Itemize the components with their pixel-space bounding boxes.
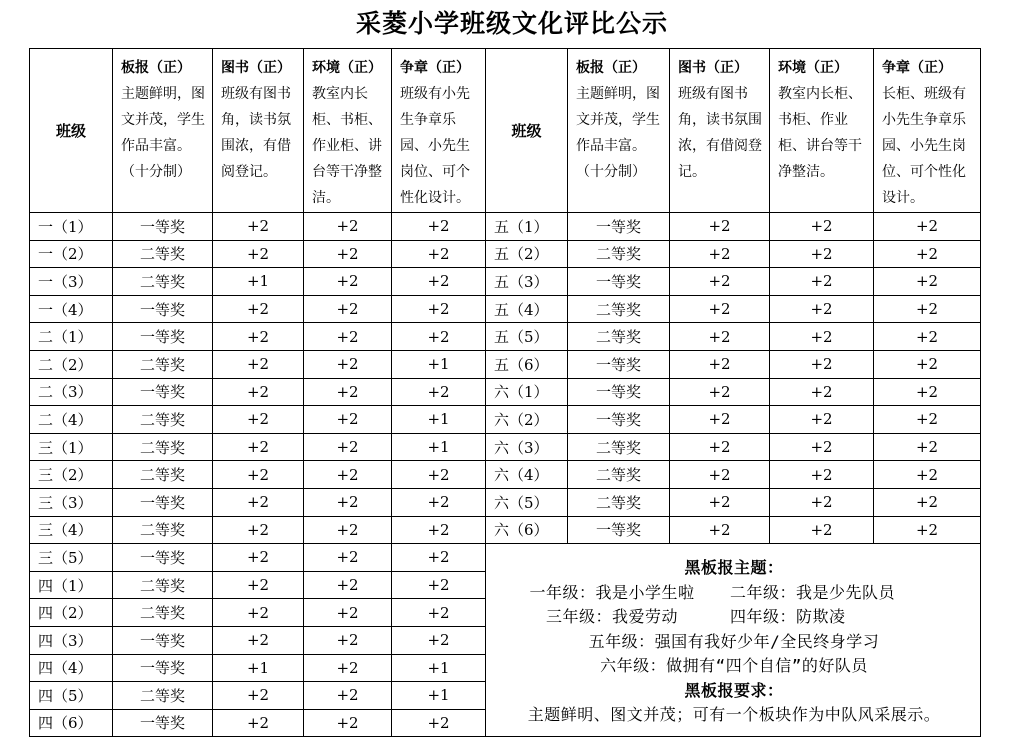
board-award-cell: 二等奖 (113, 461, 213, 489)
board-award-cell: 二等奖 (568, 433, 670, 461)
class-name-cell: 六（2） (486, 406, 568, 434)
class-name-cell: 五（3） (486, 268, 568, 296)
class-name-cell: 四（6） (30, 709, 113, 737)
class-name-cell: 一（4） (30, 295, 113, 323)
criteria-description: 班级有小先生争章乐园、小先生岗位、可个性化设计。 (400, 86, 470, 206)
class-header-label: 班级 (511, 122, 542, 140)
environment-score-cell: +2 (770, 268, 874, 296)
book-score-cell: +2 (670, 295, 770, 323)
badge-score-cell: +2 (392, 599, 486, 627)
book-score-cell: +1 (213, 654, 304, 682)
environment-score-cell: +2 (770, 406, 874, 434)
badge-score-cell: +2 (392, 323, 486, 351)
class-name-cell: 五（5） (486, 323, 568, 351)
criteria-header (213, 49, 303, 185)
book-score-cell: +2 (670, 240, 770, 268)
environment-score-cell: +2 (304, 571, 392, 599)
book-score-cell: +2 (213, 682, 304, 710)
environment-score-cell: +2 (770, 433, 874, 461)
environment-score-cell: +2 (770, 488, 874, 516)
environment-score-cell: +2 (770, 350, 874, 378)
badge-score-cell: +2 (392, 461, 486, 489)
criteria-description: 班级有图书角，读书氛围浓，有借阅登记。 (221, 86, 291, 180)
class-name-cell: 四（4） (30, 654, 113, 682)
book-score-cell: +2 (213, 461, 304, 489)
criteria-header-cell (670, 49, 770, 213)
grade-4-theme: 四年级：防欺凌 (730, 607, 846, 627)
badge-score-cell: +2 (392, 516, 486, 544)
board-award-cell: 二等奖 (113, 599, 213, 627)
book-score-cell: +2 (213, 516, 304, 544)
badge-score-cell: +2 (874, 323, 981, 351)
board-award-cell: 一等奖 (113, 488, 213, 516)
class-name-cell: 四（3） (30, 626, 113, 654)
environment-score-cell: +2 (304, 488, 392, 516)
grade-2-theme: 二年级：我是少先队员 (730, 582, 896, 602)
criteria-title: 板报（正） (121, 60, 191, 76)
requirement-text: 主题鲜明、图文并茂；可有一个板块作为中队风采展示。 (527, 705, 941, 725)
table-row (30, 350, 981, 378)
table-row (30, 461, 981, 489)
board-award-cell: 二等奖 (113, 240, 213, 268)
criteria-header (568, 49, 669, 185)
book-score-cell: +2 (670, 323, 770, 351)
board-award-cell: 一等奖 (568, 213, 670, 241)
badge-score-cell: +2 (392, 626, 486, 654)
grade-3-theme: 三年级：我爱劳动 (545, 607, 678, 627)
table-row (30, 378, 981, 406)
criteria-header-cell (213, 49, 304, 213)
criteria-header-cell (770, 49, 874, 213)
criteria-header (392, 49, 485, 211)
criteria-description: 长柜、班级有小先生争章乐园、小先生岗位、可个性化设计。 (882, 86, 966, 206)
class-name-cell: 四（2） (30, 599, 113, 627)
criteria-header-cell (568, 49, 670, 213)
badge-score-cell: +2 (392, 488, 486, 516)
book-score-cell: +2 (213, 709, 304, 737)
class-name-cell: 五（6） (486, 350, 568, 378)
badge-score-cell: +1 (392, 682, 486, 710)
environment-score-cell: +2 (770, 213, 874, 241)
badge-score-cell: +2 (874, 213, 981, 241)
class-name-cell: 一（2） (30, 240, 113, 268)
class-name-cell: 一（3） (30, 268, 113, 296)
table-row (30, 268, 981, 296)
class-name-cell: 三（4） (30, 516, 113, 544)
board-award-cell: 二等奖 (113, 350, 213, 378)
environment-score-cell: +2 (770, 295, 874, 323)
book-score-cell: +2 (213, 240, 304, 268)
criteria-description: 教室内长柜、书柜、作业柜、讲台等干净整洁。 (778, 86, 862, 180)
badge-score-cell: +2 (874, 516, 981, 544)
board-award-cell: 二等奖 (568, 295, 670, 323)
badge-score-cell: +2 (874, 433, 981, 461)
book-score-cell: +2 (213, 544, 304, 572)
evaluation-table (29, 48, 981, 737)
book-score-cell: +2 (213, 323, 304, 351)
class-name-cell: 三（5） (30, 544, 113, 572)
board-award-cell: 一等奖 (113, 544, 213, 572)
criteria-header (770, 49, 873, 185)
environment-score-cell: +2 (304, 544, 392, 572)
criteria-header (874, 49, 980, 211)
board-award-cell: 二等奖 (113, 406, 213, 434)
requirement-heading: 黑板报要求： (684, 680, 784, 700)
table-row (30, 240, 981, 268)
class-name-cell: 二（3） (30, 378, 113, 406)
class-name-cell: 三（3） (30, 488, 113, 516)
board-award-cell: 一等奖 (113, 654, 213, 682)
board-award-cell: 一等奖 (113, 626, 213, 654)
grade-line (494, 581, 974, 606)
board-award-cell: 一等奖 (568, 378, 670, 406)
environment-score-cell: +2 (770, 461, 874, 489)
environment-score-cell: +2 (304, 350, 392, 378)
class-name-cell: 二（4） (30, 406, 113, 434)
environment-score-cell: +2 (304, 433, 392, 461)
book-score-cell: +2 (670, 488, 770, 516)
board-award-cell: 一等奖 (113, 709, 213, 737)
environment-score-cell: +2 (304, 626, 392, 654)
criteria-header-cell (113, 49, 213, 213)
board-award-cell: 一等奖 (113, 378, 213, 406)
criteria-title: 板报（正） (576, 60, 646, 76)
badge-score-cell: +2 (874, 295, 981, 323)
environment-score-cell: +2 (304, 709, 392, 737)
class-name-cell: 二（1） (30, 323, 113, 351)
criteria-header (113, 49, 212, 185)
book-score-cell: +2 (213, 378, 304, 406)
class-name-cell: 五（2） (486, 240, 568, 268)
book-score-cell: +2 (213, 350, 304, 378)
board-award-cell: 一等奖 (113, 213, 213, 241)
book-score-cell: +2 (670, 406, 770, 434)
criteria-title: 争章（正） (400, 60, 470, 76)
table-row (30, 544, 981, 572)
badge-score-cell: +2 (874, 240, 981, 268)
class-name-cell: 一（1） (30, 213, 113, 241)
book-score-cell: +2 (213, 626, 304, 654)
book-score-cell: +2 (670, 268, 770, 296)
environment-score-cell: +2 (304, 406, 392, 434)
class-name-cell: 五（1） (486, 213, 568, 241)
board-award-cell: 一等奖 (113, 323, 213, 351)
book-score-cell: +2 (670, 433, 770, 461)
book-score-cell: +2 (213, 599, 304, 627)
criteria-header-cell (392, 49, 486, 213)
board-award-cell: 二等奖 (568, 323, 670, 351)
board-award-cell: 一等奖 (568, 406, 670, 434)
environment-score-cell: +2 (770, 378, 874, 406)
board-award-cell: 二等奖 (113, 571, 213, 599)
badge-score-cell: +1 (392, 406, 486, 434)
board-award-cell: 一等奖 (113, 295, 213, 323)
board-award-cell: 二等奖 (113, 268, 213, 296)
book-score-cell: +2 (670, 378, 770, 406)
class-name-cell: 六（1） (486, 378, 568, 406)
badge-score-cell: +2 (874, 378, 981, 406)
badge-score-cell: +2 (392, 571, 486, 599)
class-name-cell: 六（5） (486, 488, 568, 516)
grade-line (494, 605, 974, 630)
table-row (30, 213, 981, 241)
table-row (30, 295, 981, 323)
board-award-cell: 二等奖 (113, 516, 213, 544)
badge-score-cell: +2 (392, 709, 486, 737)
board-award-cell: 一等奖 (568, 268, 670, 296)
class-name-cell: 五（4） (486, 295, 568, 323)
badge-score-cell: +2 (874, 268, 981, 296)
environment-score-cell: +2 (304, 599, 392, 627)
criteria-header-cell (304, 49, 392, 213)
class-name-cell: 四（1） (30, 571, 113, 599)
book-score-cell: +2 (670, 350, 770, 378)
environment-score-cell: +2 (304, 268, 392, 296)
criteria-header-cell (874, 49, 981, 213)
page-title: 采菱小学班级文化评比公示 (355, 9, 668, 38)
book-score-cell: +1 (213, 268, 304, 296)
book-score-cell: +2 (213, 433, 304, 461)
environment-score-cell: +2 (770, 240, 874, 268)
table-row (30, 516, 981, 544)
table-row (30, 433, 981, 461)
table-row (30, 406, 981, 434)
table-row (30, 488, 981, 516)
theme-heading: 黑板报主题： (684, 558, 784, 578)
environment-score-cell: +2 (304, 516, 392, 544)
badge-score-cell: +1 (392, 350, 486, 378)
badge-score-cell: +1 (392, 654, 486, 682)
criteria-title: 环境（正） (312, 60, 382, 76)
book-score-cell: +2 (213, 488, 304, 516)
class-name-cell: 四（5） (30, 682, 113, 710)
board-award-cell: 二等奖 (568, 488, 670, 516)
badge-score-cell: +2 (392, 213, 486, 241)
criteria-description: 主题鲜明，图文并茂，学生作品丰富。（十分制） (576, 86, 660, 180)
criteria-header (304, 49, 391, 211)
badge-score-cell: +1 (392, 433, 486, 461)
criteria-title: 图书（正） (221, 60, 291, 76)
criteria-title: 图书（正） (678, 60, 748, 76)
board-award-cell: 二等奖 (113, 433, 213, 461)
criteria-description: 主题鲜明，图文并茂，学生作品丰富。（十分制） (121, 86, 205, 180)
badge-score-cell: +2 (874, 488, 981, 516)
class-name-cell: 六（4） (486, 461, 568, 489)
class-name-cell: 六（6） (486, 516, 568, 544)
board-award-cell: 二等奖 (113, 682, 213, 710)
criteria-header (670, 49, 769, 185)
badge-score-cell: +2 (392, 378, 486, 406)
environment-score-cell: +2 (304, 654, 392, 682)
book-score-cell: +2 (213, 571, 304, 599)
board-award-cell: 一等奖 (568, 350, 670, 378)
table-row (30, 323, 981, 351)
board-award-cell: 一等奖 (568, 516, 670, 544)
class-name-cell: 二（2） (30, 350, 113, 378)
environment-score-cell: +2 (770, 516, 874, 544)
grade-6-theme: 六年级：做拥有“四个自信”的好队员 (600, 656, 868, 676)
badge-score-cell: +2 (874, 350, 981, 378)
header-row (30, 49, 981, 213)
grade-1-theme: 一年级：我是小学生啦 (529, 582, 695, 602)
class-name-cell: 六（3） (486, 433, 568, 461)
class-name-cell: 三（2） (30, 461, 113, 489)
environment-score-cell: +2 (304, 378, 392, 406)
class-name-cell: 三（1） (30, 433, 113, 461)
class-header-label: 班级 (55, 122, 86, 140)
environment-score-cell: +2 (304, 323, 392, 351)
blackboard-notes (486, 544, 981, 737)
book-score-cell: +2 (670, 461, 770, 489)
environment-score-cell: +2 (304, 213, 392, 241)
environment-score-cell: +2 (770, 323, 874, 351)
book-score-cell: +2 (670, 516, 770, 544)
book-score-cell: +2 (213, 295, 304, 323)
badge-score-cell: +2 (392, 544, 486, 572)
criteria-description: 教室内长柜、书柜、作业柜、讲台等干净整洁。 (312, 86, 382, 206)
criteria-description: 班级有图书角，读书氛围浓，有借阅登记。 (678, 86, 762, 180)
criteria-title: 环境（正） (778, 60, 848, 76)
badge-score-cell: +2 (392, 295, 486, 323)
environment-score-cell: +2 (304, 461, 392, 489)
environment-score-cell: +2 (304, 682, 392, 710)
book-score-cell: +2 (670, 213, 770, 241)
badge-score-cell: +2 (392, 268, 486, 296)
grade-5-theme: 五年级：强国有我好少年/全民终身学习 (588, 631, 880, 651)
badge-score-cell: +2 (392, 240, 486, 268)
board-award-cell: 二等奖 (568, 240, 670, 268)
class-header-cell (486, 49, 568, 213)
badge-score-cell: +2 (874, 461, 981, 489)
board-award-cell: 二等奖 (568, 461, 670, 489)
criteria-title: 争章（正） (882, 60, 952, 76)
environment-score-cell: +2 (304, 295, 392, 323)
badge-score-cell: +2 (874, 406, 981, 434)
class-header-cell (30, 49, 113, 213)
book-score-cell: +2 (213, 213, 304, 241)
environment-score-cell: +2 (304, 240, 392, 268)
book-score-cell: +2 (213, 406, 304, 434)
